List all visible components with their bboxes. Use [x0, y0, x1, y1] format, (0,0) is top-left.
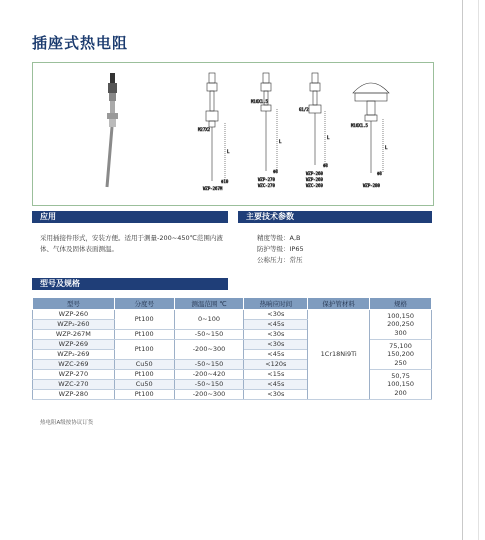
page-edge	[462, 0, 463, 540]
application-text: 采用插接件形式，安装方便。适用于测量-200~450℃范围内液体、气体及固体表面测温。	[40, 234, 223, 253]
svg-text:Φ8: Φ8	[273, 169, 278, 174]
cell-response: <45s	[244, 320, 308, 330]
svg-text:L: L	[385, 145, 388, 150]
cell-response: <45s	[244, 380, 308, 390]
svg-text:Φ8: Φ8	[377, 171, 382, 176]
svg-text:WZP-280: WZP-280	[363, 183, 380, 188]
table-row	[33, 340, 432, 350]
svg-text:L: L	[279, 139, 282, 144]
svg-text:M27X2: M27X2	[198, 127, 211, 132]
cell-model: WZC-269	[33, 360, 115, 370]
spec-accuracy: 精度等级：A,B	[257, 234, 301, 242]
header-division: 分度号	[114, 298, 174, 310]
footnote: 热电阻A级按协议订货	[40, 420, 94, 426]
header-range: 测温范围 ℃	[174, 298, 244, 310]
svg-text:WZP-267M: WZP-267M	[203, 186, 223, 191]
cell-range: 0~100	[174, 310, 244, 330]
cell-response: <30s	[244, 310, 308, 320]
cell-division: Pt100	[114, 390, 174, 400]
cell-model: WZP-267M	[33, 330, 115, 340]
header-spec: 规格	[370, 298, 432, 310]
cell-division: Pt100	[114, 330, 174, 340]
specs-list	[257, 233, 304, 266]
cell-spec: 75,100 150,200 250	[370, 340, 432, 370]
svg-text:WZP-269: WZP-269	[306, 177, 323, 182]
cell-range: -200~300	[174, 340, 244, 360]
cell-model: WZP-260	[33, 310, 115, 320]
cell-spec: 50,75 100,150 200	[370, 370, 432, 400]
cell-division: Cu50	[114, 360, 174, 370]
svg-text:L: L	[327, 135, 330, 140]
product-figure	[32, 62, 434, 206]
cell-range: -50~150	[174, 360, 244, 370]
svg-text:WZP-260: WZP-260	[306, 171, 323, 176]
header-material: 保护管材料	[308, 298, 370, 310]
svg-text:Φ8: Φ8	[323, 163, 328, 168]
cell-model: WZP₂-269	[33, 350, 115, 360]
svg-text:WZC-270: WZC-270	[258, 183, 275, 188]
cell-division: Pt100	[114, 370, 174, 380]
cell-response: <45s	[244, 350, 308, 360]
svg-text:WZP-270: WZP-270	[258, 177, 275, 182]
cell-division: Cu50	[114, 380, 174, 390]
cell-range: -200~420	[174, 370, 244, 380]
product-drawings	[33, 63, 433, 205]
cell-division: Pt100	[114, 310, 174, 330]
page-edge-shadow	[478, 0, 479, 540]
cell-response: <30s	[244, 330, 308, 340]
table-row	[33, 370, 432, 380]
header-response: 热响应时间	[244, 298, 308, 310]
page-title: 插座式热电阻	[32, 34, 129, 52]
cell-model: WZP-270	[33, 370, 115, 380]
drawing-wzp-260	[299, 73, 330, 188]
cell-model: WZP₂-260	[33, 320, 115, 330]
spec-pressure: 公称压力：常压	[257, 256, 303, 264]
svg-text:M16X1.5: M16X1.5	[251, 99, 268, 104]
cell-range: -50~150	[174, 380, 244, 390]
cell-response: <30s	[244, 390, 308, 400]
sensor-photo	[107, 73, 118, 187]
table-header-row	[33, 298, 432, 310]
cell-model: WZC-270	[33, 380, 115, 390]
models-table	[32, 297, 432, 400]
spec-protection: 防护等级：IP65	[257, 245, 304, 253]
svg-text:WZC-269: WZC-269	[306, 183, 323, 188]
svg-text:G1/2: G1/2	[299, 107, 309, 112]
cell-response: <15s	[244, 370, 308, 380]
cell-model: WZP-269	[33, 340, 115, 350]
cell-division: Pt100	[114, 340, 174, 360]
svg-text:Φ10: Φ10	[221, 179, 229, 184]
models-heading: 型号及规格	[32, 278, 228, 290]
cell-response: <120s	[244, 360, 308, 370]
drawing-wzp-270	[251, 73, 282, 188]
cell-spec: 100,150 200,250 300	[370, 310, 432, 340]
svg-text:M16X1.5: M16X1.5	[351, 123, 368, 128]
cell-model: WZP-280	[33, 390, 115, 400]
cell-material: 1Cr18Ni9Ti	[308, 310, 370, 400]
cell-range: -50~150	[174, 330, 244, 340]
table-row	[33, 310, 432, 320]
cell-response: <30s	[244, 340, 308, 350]
application-heading: 应用	[32, 211, 228, 223]
header-model: 型号	[33, 298, 115, 310]
cell-range: -200~300	[174, 390, 244, 400]
drawing-wzp-280	[351, 83, 389, 188]
specs-heading: 主要技术参数	[238, 211, 432, 223]
svg-text:L: L	[227, 149, 230, 154]
drawing-wzp-267m	[198, 73, 230, 191]
